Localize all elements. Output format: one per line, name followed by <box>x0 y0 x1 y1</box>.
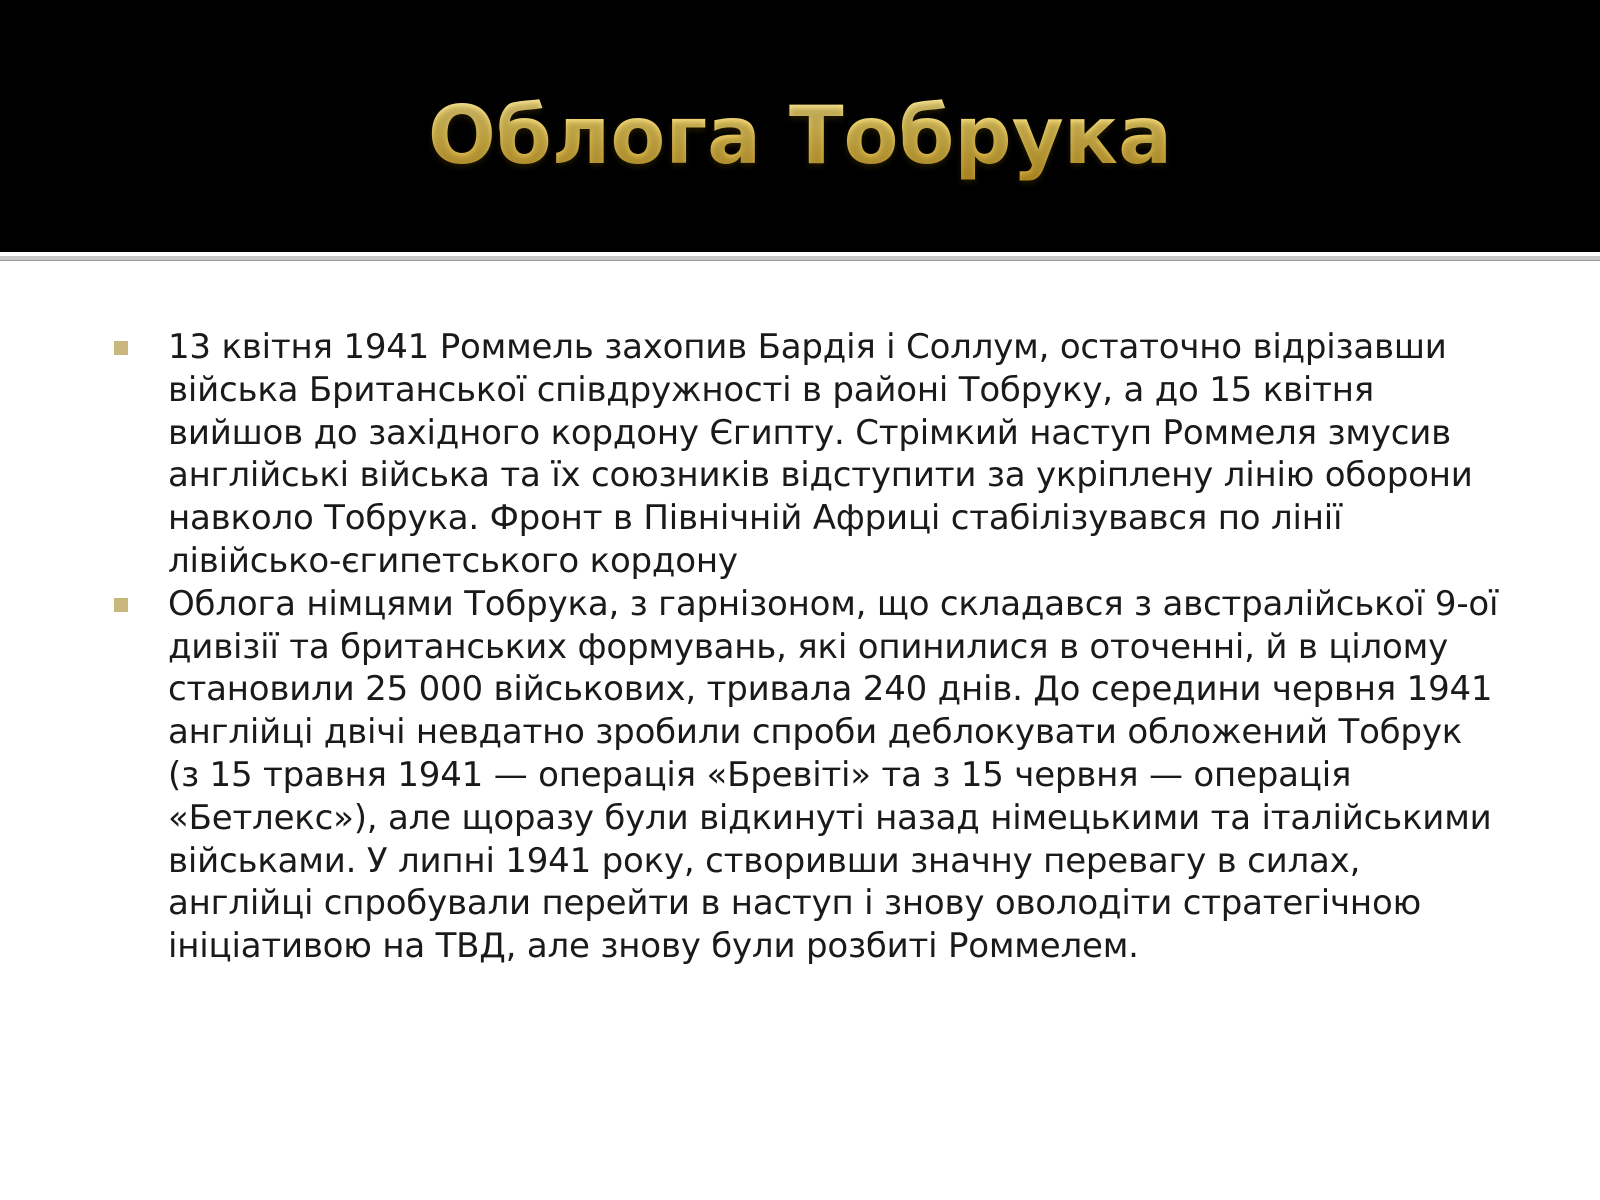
slide-title: Облога Тобрука <box>0 86 1600 186</box>
title-divider <box>0 256 1600 261</box>
title-bar <box>0 0 1600 252</box>
bullet-item <box>112 583 1502 968</box>
bullet-list <box>112 326 1502 968</box>
bullet-text: 13 квітня 1941 Роммель захопив Бардія і Соллум, остаточно відрізавши війська Британської співдружності в районі Тобруку, а до 15 квітня вийшов до західного кордону Єгипту. Стрімкий наступ Роммеля змусив англійські війська та їх союзників відступити за укріплену лінію оборони навколо Тобрука. Фронт в Північній Африці стабілізувався по лінії лівійсько-єгипетського кордону <box>168 327 1473 581</box>
bullet-item <box>112 326 1502 583</box>
square-bullet-icon <box>114 341 128 355</box>
bullet-text: Облога німцями Тобрука, з гарнізоном, що складався з австралійської 9-ої дивізії та британських формувань, які опинилися в оточенні, й в цілому становили 25 000 військових, тривала 240 днів. До середини червня 1941 англійці двічі невдатно зробили спроби деблокувати обложений Тобрук (з 15 травня 1941 — операція «Бревіті» та з 15 червня — операція «Бетлекс»), але щоразу були відкинуті назад німецькими та італійськими військами. У липні 1941 року, створивши значну перевагу в силах, англійці спробували перейти в наступ і знову оволодіти стратегічною ініціативою на ТВД, але знову були розбиті Роммелем. <box>168 583 1499 967</box>
square-bullet-icon <box>114 598 128 612</box>
